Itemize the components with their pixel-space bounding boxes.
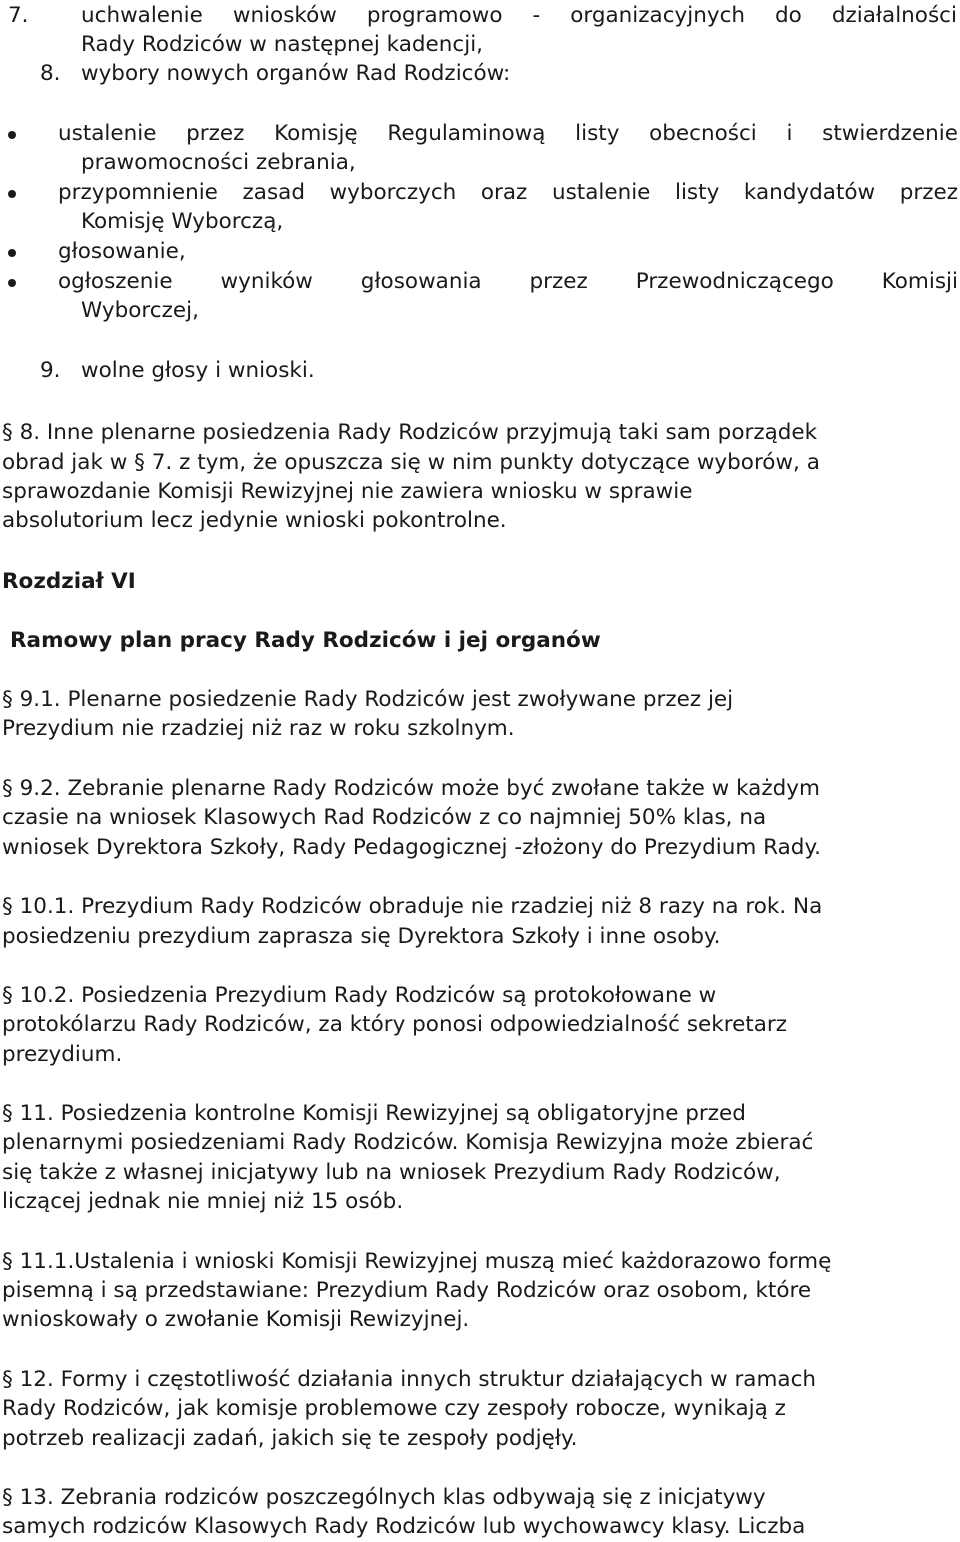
word: obecności (649, 121, 757, 146)
paragraph-line: § 9.1. Plenarne posiedzenie Rady Rodziców jest zwoływane przez jej (2, 687, 734, 712)
paragraph-line: plenarnymi posiedzeniami Rady Rodziców. Komisja Rewizyjna może zbierać (2, 1130, 814, 1155)
word: Regulaminową (387, 121, 546, 146)
word: przez (186, 121, 245, 146)
word: - (532, 3, 541, 28)
paragraph-line: potrzeb realizacji zadań, jakich się te zespoły podjęły. (2, 1426, 578, 1451)
paragraph-line: § 8. Inne plenarne posiedzenia Rady Rodziców przyjmują taki sam porządek (2, 420, 818, 445)
paragraph-line: posiedzeniu prezydium zaprasza się Dyrektora Szkoły i inne osoby. (2, 924, 721, 949)
word: przez (529, 269, 588, 294)
word: ustalenie (58, 121, 157, 146)
paragraph-line: obrad jak w § 7. z tym, że opuszcza się w nim punkty dotyczące wyborów, a (2, 450, 820, 475)
paragraph-line: absolutorium lecz jedynie wnioski pokontrolne. (2, 508, 507, 533)
paragraph-line: czasie na wniosek Klasowych Rad Rodziców z co najmniej 50% klas, na (2, 805, 767, 830)
word: do (775, 3, 802, 28)
word: organizacyjnych (570, 3, 746, 28)
paragraph-line: § 10.2. Posiedzenia Prezydium Rady Rodziców są protokołowane w (2, 983, 717, 1008)
word: wyników (220, 269, 313, 294)
paragraph-line: § 11.1.Ustalenia i wnioski Komisji Rewizyjnej muszą mieć każdorazowo formę (2, 1249, 832, 1274)
word: programowo (366, 3, 503, 28)
word: i (786, 121, 793, 146)
word: oraz (480, 180, 528, 205)
paragraph-line: § 13. Zebrania rodziców poszczególnych klas odbywają się z inicjatywy (2, 1485, 766, 1510)
paragraph-line: prezydium. (2, 1042, 123, 1067)
paragraph-line: § 11. Posiedzenia kontrolne Komisji Rewizyjnej są obligatoryjne przed (2, 1101, 746, 1126)
paragraph-line: Rady Rodziców, jak komisje problemowe czy zespoły robocze, wynikają z (2, 1396, 786, 1421)
paragraph-line: się także z własnej inicjatywy lub na wniosek Prezydium Rady Rodziców, (2, 1160, 781, 1185)
bullet-item-1-line-1 (58, 119, 958, 148)
word: Komisję (274, 121, 358, 146)
list-item-7-number: 7. (8, 3, 29, 28)
word: przypomnienie (58, 180, 218, 205)
word: listy (575, 121, 620, 146)
list-item-7-line-2: Rady Rodziców w następnej kadencji, (81, 32, 484, 57)
word: wniosków (232, 3, 337, 28)
paragraph-line: samych rodziców Klasowych Rady Rodziców lub wychowawcy klasy. Liczba (2, 1514, 806, 1539)
list-item-9-number: 9. (40, 358, 61, 383)
paragraph-line: § 12. Formy i częstotliwość działania innych struktur działających w ramach (2, 1367, 817, 1392)
word: listy (674, 180, 720, 205)
word: stwierdzenie (822, 121, 958, 146)
word: zasad (242, 180, 305, 205)
paragraph-line: liczącej jednak nie mniej niż 15 osób. (2, 1189, 404, 1214)
word: głosowania (360, 269, 482, 294)
bullet-item-4-line-2: Wyborczej, (81, 298, 199, 323)
word: ogłoszenie (58, 269, 173, 294)
paragraph-line: protokólarzu Rady Rodziców, za który ponosi odpowiedzialność sekretarz (2, 1012, 788, 1037)
word: Przewodniczącego (635, 269, 834, 294)
list-item-8-text: wybory nowych organów Rad Rodziców: (81, 61, 511, 86)
paragraph-line: § 9.2. Zebranie plenarne Rady Rodziców może być zwołane także w każdym (2, 776, 820, 801)
paragraph-line: pisemną i są przedstawiane: Prezydium Rady Rodziców oraz osobom, które (2, 1278, 812, 1303)
word: kandydatów (743, 180, 876, 205)
bullet-icon (8, 279, 16, 287)
bullet-item-3: głosowanie, (58, 239, 186, 264)
bullet-item-2-line-2: Komisję Wyborczą, (81, 209, 284, 234)
bullet-item-1-line-2: prawomocności zebrania, (81, 150, 356, 175)
bullet-icon (8, 190, 16, 198)
paragraph-line: § 10.1. Prezydium Rady Rodziców obraduje nie rzadziej niż 8 razy na rok. Na (2, 894, 823, 919)
bullet-item-2-line-1 (58, 178, 958, 207)
list-item-8-number: 8. (40, 61, 61, 86)
word: działalności (831, 3, 957, 28)
list-item-9-text: wolne głosy i wnioski. (81, 358, 315, 383)
word: ustalenie (551, 180, 651, 205)
paragraph-line: Prezydium nie rzadziej niż raz w roku szkolnym. (2, 716, 515, 741)
list-item-7-line-1 (81, 1, 957, 30)
chapter-subheading: Ramowy plan pracy Rady Rodziców i jej organów (10, 628, 601, 653)
bullet-icon (8, 131, 16, 139)
bullet-item-4-line-1 (58, 267, 958, 296)
paragraph-line: sprawozdanie Komisji Rewizyjnej nie zawiera wniosku w sprawie (2, 479, 693, 504)
paragraph-line: wniosek Dyrektora Szkoły, Rady Pedagogicznej -złożony do Prezydium Rady. (2, 835, 821, 860)
word: wyborczych (329, 180, 457, 205)
chapter-heading: Rozdział VI (2, 569, 136, 594)
bullet-icon (8, 249, 16, 257)
word: uchwalenie (81, 3, 203, 28)
word: Komisji (881, 269, 958, 294)
paragraph-line: wnioskowały o zwołanie Komisji Rewizyjnej. (2, 1307, 470, 1332)
word: przez (899, 180, 958, 205)
